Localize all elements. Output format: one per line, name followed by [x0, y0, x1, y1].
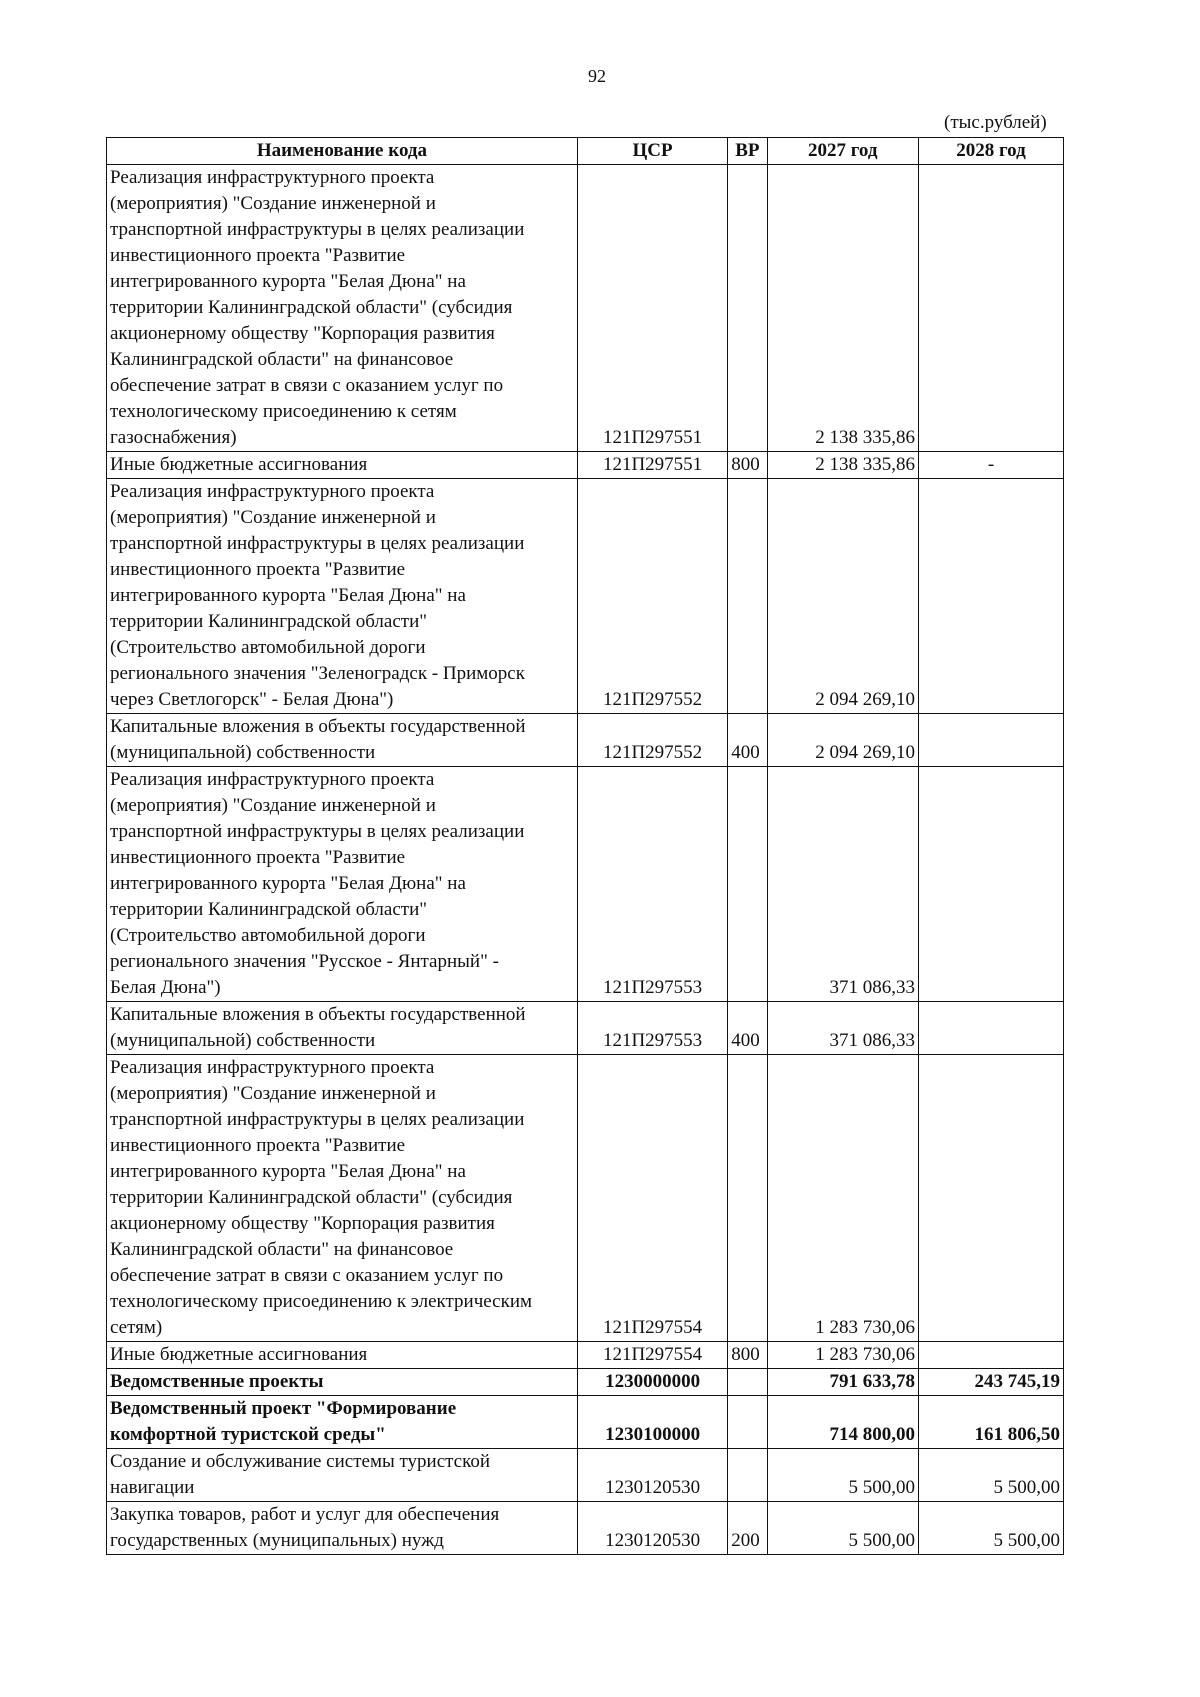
cell-2027: 1 283 730,06: [767, 1055, 919, 1342]
budget-table: [106, 137, 1064, 1555]
cell-2027: 2 138 335,86: [767, 452, 919, 479]
cell-csr: 121П297551: [577, 452, 727, 479]
cell-vr: [728, 1396, 767, 1449]
cell-csr: 121П297553: [577, 767, 727, 1002]
cell-2027: 1 283 730,06: [767, 1342, 919, 1369]
cell-name: Ведомственные проекты: [107, 1369, 578, 1396]
cell-vr: [728, 1055, 767, 1342]
table-row: [107, 1342, 1064, 1369]
cell-name: Реализация инфраструктурного проекта (мероприятия) "Создание инженерной и транспортной инфраструктуры в целях реализации инвестиционного проекта "Развитие интегрированного курорта "Белая Дюна" на территории Калининградской области" (субсидия акционерному обществу "Корпорация развития Калининградской области" на финансовое обеспечение затрат в связи с оказанием услуг по технологическому присоединению к электрическим сетям): [107, 1055, 578, 1342]
cell-name: Реализация инфраструктурного проекта (мероприятия) "Создание инженерной и транспортной инфраструктуры в целях реализации инвестиционного проекта "Развитие интегрированного курорта "Белая Дюна" на территории Калининградской области" (Строительство автомобильной дороги регионального значения "Зеленоградск - Приморск через Светлогорск" - Белая Дюна"): [107, 479, 578, 714]
cell-name: Капитальные вложения в объекты государственной (муниципальной) собственности: [107, 714, 578, 767]
cell-vr: [728, 165, 767, 452]
table-row: [107, 165, 1064, 452]
cell-2028: 161 806,50: [919, 1396, 1064, 1449]
cell-csr: 1230100000: [577, 1396, 727, 1449]
cell-name: Иные бюджетные ассигнования: [107, 452, 578, 479]
cell-vr: 800: [728, 452, 767, 479]
header-2028: 2028 год: [919, 138, 1064, 165]
cell-2028: [919, 1002, 1064, 1055]
units-note: (тыс.рублей): [944, 112, 1047, 133]
cell-name: Иные бюджетные ассигнования: [107, 1342, 578, 1369]
cell-vr: [728, 479, 767, 714]
header-name: Наименование кода: [107, 138, 578, 165]
table-row: [107, 1369, 1064, 1396]
cell-name: Капитальные вложения в объекты государственной (муниципальной) собственности: [107, 1002, 578, 1055]
header-2027: 2027 год: [767, 138, 919, 165]
cell-2027: 2 094 269,10: [767, 714, 919, 767]
cell-csr: 121П297553: [577, 1002, 727, 1055]
cell-2027: 5 500,00: [767, 1449, 919, 1502]
cell-2027: 5 500,00: [767, 1502, 919, 1555]
cell-vr: [728, 1369, 767, 1396]
cell-2027: 791 633,78: [767, 1369, 919, 1396]
page-number: 92: [588, 66, 606, 86]
cell-vr: [728, 1449, 767, 1502]
cell-2028: 5 500,00: [919, 1449, 1064, 1502]
table-row: [107, 714, 1064, 767]
cell-name: Ведомственный проект "Формирование комфортной туристской среды": [107, 1396, 578, 1449]
cell-name: Реализация инфраструктурного проекта (мероприятия) "Создание инженерной и транспортной инфраструктуры в целях реализации инвестиционного проекта "Развитие интегрированного курорта "Белая Дюна" на территории Калининградской области" (субсидия акционерному обществу "Корпорация развития Калининградской области" на финансовое обеспечение затрат в связи с оказанием услуг по технологическому присоединению к сетям газоснабжения): [107, 165, 578, 452]
cell-vr: 400: [728, 1002, 767, 1055]
cell-2027: 2 094 269,10: [767, 479, 919, 714]
cell-vr: [728, 767, 767, 1002]
cell-csr: 121П297551: [577, 165, 727, 452]
cell-2027: 714 800,00: [767, 1396, 919, 1449]
table-row: [107, 479, 1064, 714]
cell-csr: 121П297554: [577, 1342, 727, 1369]
cell-csr: 1230120530: [577, 1502, 727, 1555]
table-row: [107, 1396, 1064, 1449]
cell-2028: [919, 165, 1064, 452]
cell-name: Закупка товаров, работ и услуг для обеспечения государственных (муниципальных) нужд: [107, 1502, 578, 1555]
header-vr: ВР: [728, 138, 767, 165]
table-row: [107, 452, 1064, 479]
cell-2027: 2 138 335,86: [767, 165, 919, 452]
table-row: [107, 1449, 1064, 1502]
cell-csr: 121П297552: [577, 714, 727, 767]
cell-csr: 121П297554: [577, 1055, 727, 1342]
cell-2028: -: [919, 452, 1064, 479]
cell-name: Создание и обслуживание системы туристской навигации: [107, 1449, 578, 1502]
cell-2028: [919, 1055, 1064, 1342]
cell-2028: [919, 479, 1064, 714]
header-csr: ЦСР: [577, 138, 727, 165]
cell-name: Реализация инфраструктурного проекта (мероприятия) "Создание инженерной и транспортной инфраструктуры в целях реализации инвестиционного проекта "Развитие интегрированного курорта "Белая Дюна" на территории Калининградской области" (Строительство автомобильной дороги регионального значения "Русское - Янтарный" - Белая Дюна"): [107, 767, 578, 1002]
cell-2028: [919, 767, 1064, 1002]
table-header-row: [107, 138, 1064, 165]
cell-2028: 243 745,19: [919, 1369, 1064, 1396]
cell-vr: 400: [728, 714, 767, 767]
cell-2028: [919, 1342, 1064, 1369]
cell-2028: [919, 714, 1064, 767]
cell-2027: 371 086,33: [767, 1002, 919, 1055]
cell-vr: 800: [728, 1342, 767, 1369]
table-row: [107, 1055, 1064, 1342]
cell-csr: 1230120530: [577, 1449, 727, 1502]
cell-csr: 121П297552: [577, 479, 727, 714]
table-row: [107, 767, 1064, 1002]
table-row: [107, 1502, 1064, 1555]
cell-2028: 5 500,00: [919, 1502, 1064, 1555]
cell-2027: 371 086,33: [767, 767, 919, 1002]
table-row: [107, 1002, 1064, 1055]
cell-csr: 1230000000: [577, 1369, 727, 1396]
cell-vr: 200: [728, 1502, 767, 1555]
